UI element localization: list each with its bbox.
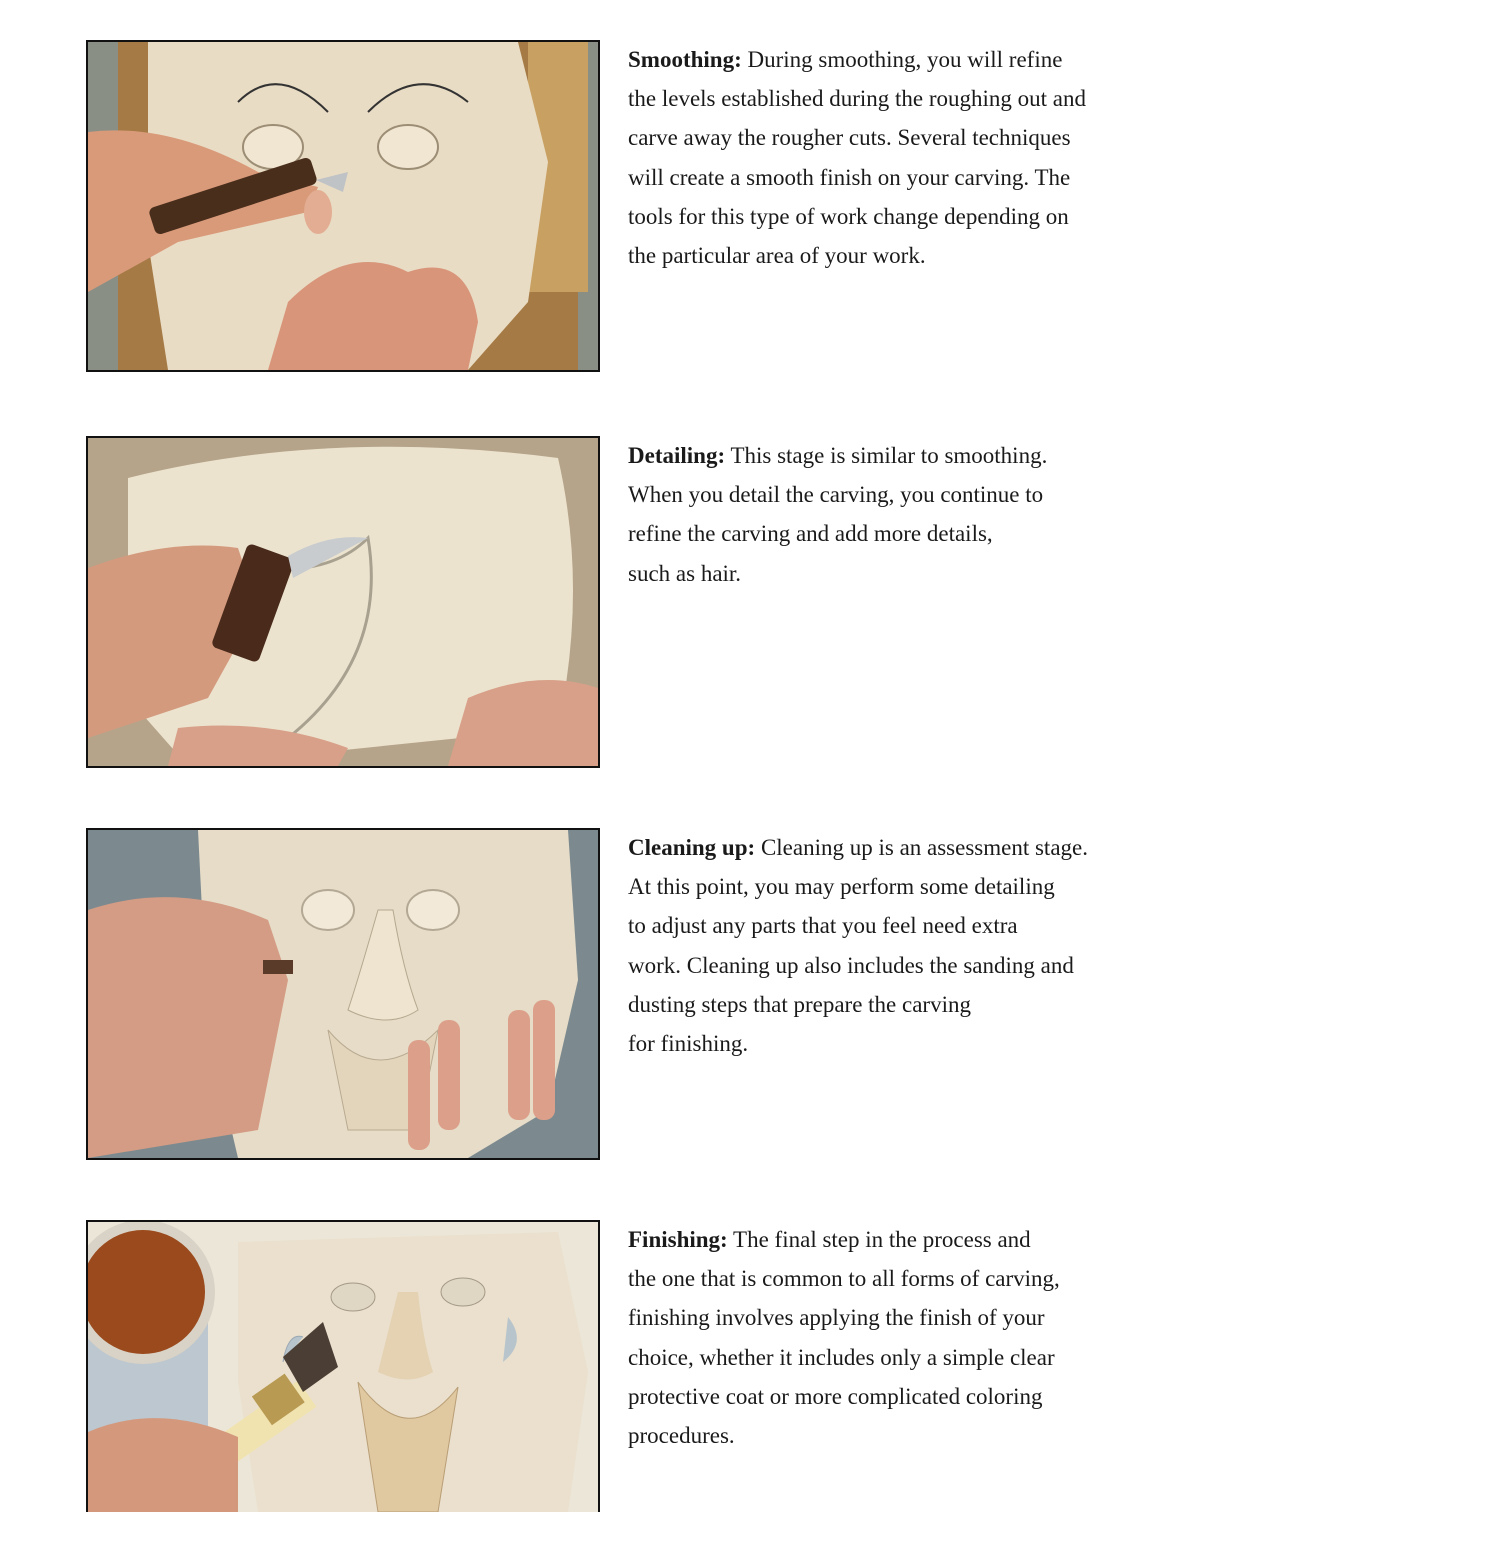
section-smoothing bbox=[86, 40, 1186, 372]
text-line: work. Cleaning up also includes the sanding and bbox=[628, 952, 1074, 978]
text-line: Cleaning up is an assessment stage. bbox=[755, 835, 1088, 860]
text-line: the one that is common to all forms of carving, bbox=[628, 1266, 1060, 1292]
heading-cleaning-up: Cleaning up: bbox=[628, 835, 756, 860]
text-line: carve away the rougher cuts. Several techniques bbox=[628, 125, 1071, 151]
text-line: to adjust any parts that you feel need extra bbox=[628, 913, 1018, 939]
text-line: the levels established during the roughing out and bbox=[628, 86, 1086, 112]
text-smoothing bbox=[628, 40, 1168, 275]
text-line: At this point, you may perform some detailing bbox=[628, 874, 1055, 900]
section-detailing bbox=[86, 436, 1186, 768]
heading-detailing: Detailing: bbox=[628, 443, 726, 468]
text-finishing bbox=[628, 1220, 1168, 1455]
text-line: the particular area of your work. bbox=[628, 243, 926, 269]
text-line: such as hair. bbox=[628, 560, 742, 586]
text-line: During smoothing, you will refine bbox=[741, 47, 1063, 72]
section-cleaning-up bbox=[86, 828, 1186, 1160]
photo-smoothing bbox=[86, 40, 600, 372]
text-line: choice, whether it includes only a simple clear bbox=[628, 1344, 1055, 1370]
text-line: This stage is similar to smoothing. bbox=[725, 443, 1048, 468]
text-line: tools for this type of work change depending on bbox=[628, 203, 1069, 229]
text-line: The final step in the process and bbox=[727, 1227, 1031, 1252]
heading-smoothing: Smoothing: bbox=[628, 47, 742, 72]
photo-finishing bbox=[86, 1220, 600, 1512]
heading-finishing: Finishing: bbox=[628, 1227, 728, 1252]
text-line: When you detail the carving, you continue to bbox=[628, 482, 1044, 508]
section-finishing bbox=[86, 1220, 1186, 1552]
text-line: finishing involves applying the finish of your bbox=[628, 1305, 1045, 1331]
photo-detailing bbox=[86, 436, 600, 768]
text-line: for finishing. bbox=[628, 1031, 749, 1057]
text-line: protective coat or more complicated coloring bbox=[628, 1383, 1043, 1409]
text-detailing bbox=[628, 436, 1168, 593]
text-line: refine the carving and add more details, bbox=[628, 521, 993, 547]
photo-cleaning-up bbox=[86, 828, 600, 1160]
text-line: procedures. bbox=[628, 1423, 735, 1449]
text-line: dusting steps that prepare the carving bbox=[628, 991, 971, 1017]
text-line: will create a smooth finish on your carving. The bbox=[628, 164, 1071, 190]
text-cleaning-up bbox=[628, 828, 1168, 1063]
